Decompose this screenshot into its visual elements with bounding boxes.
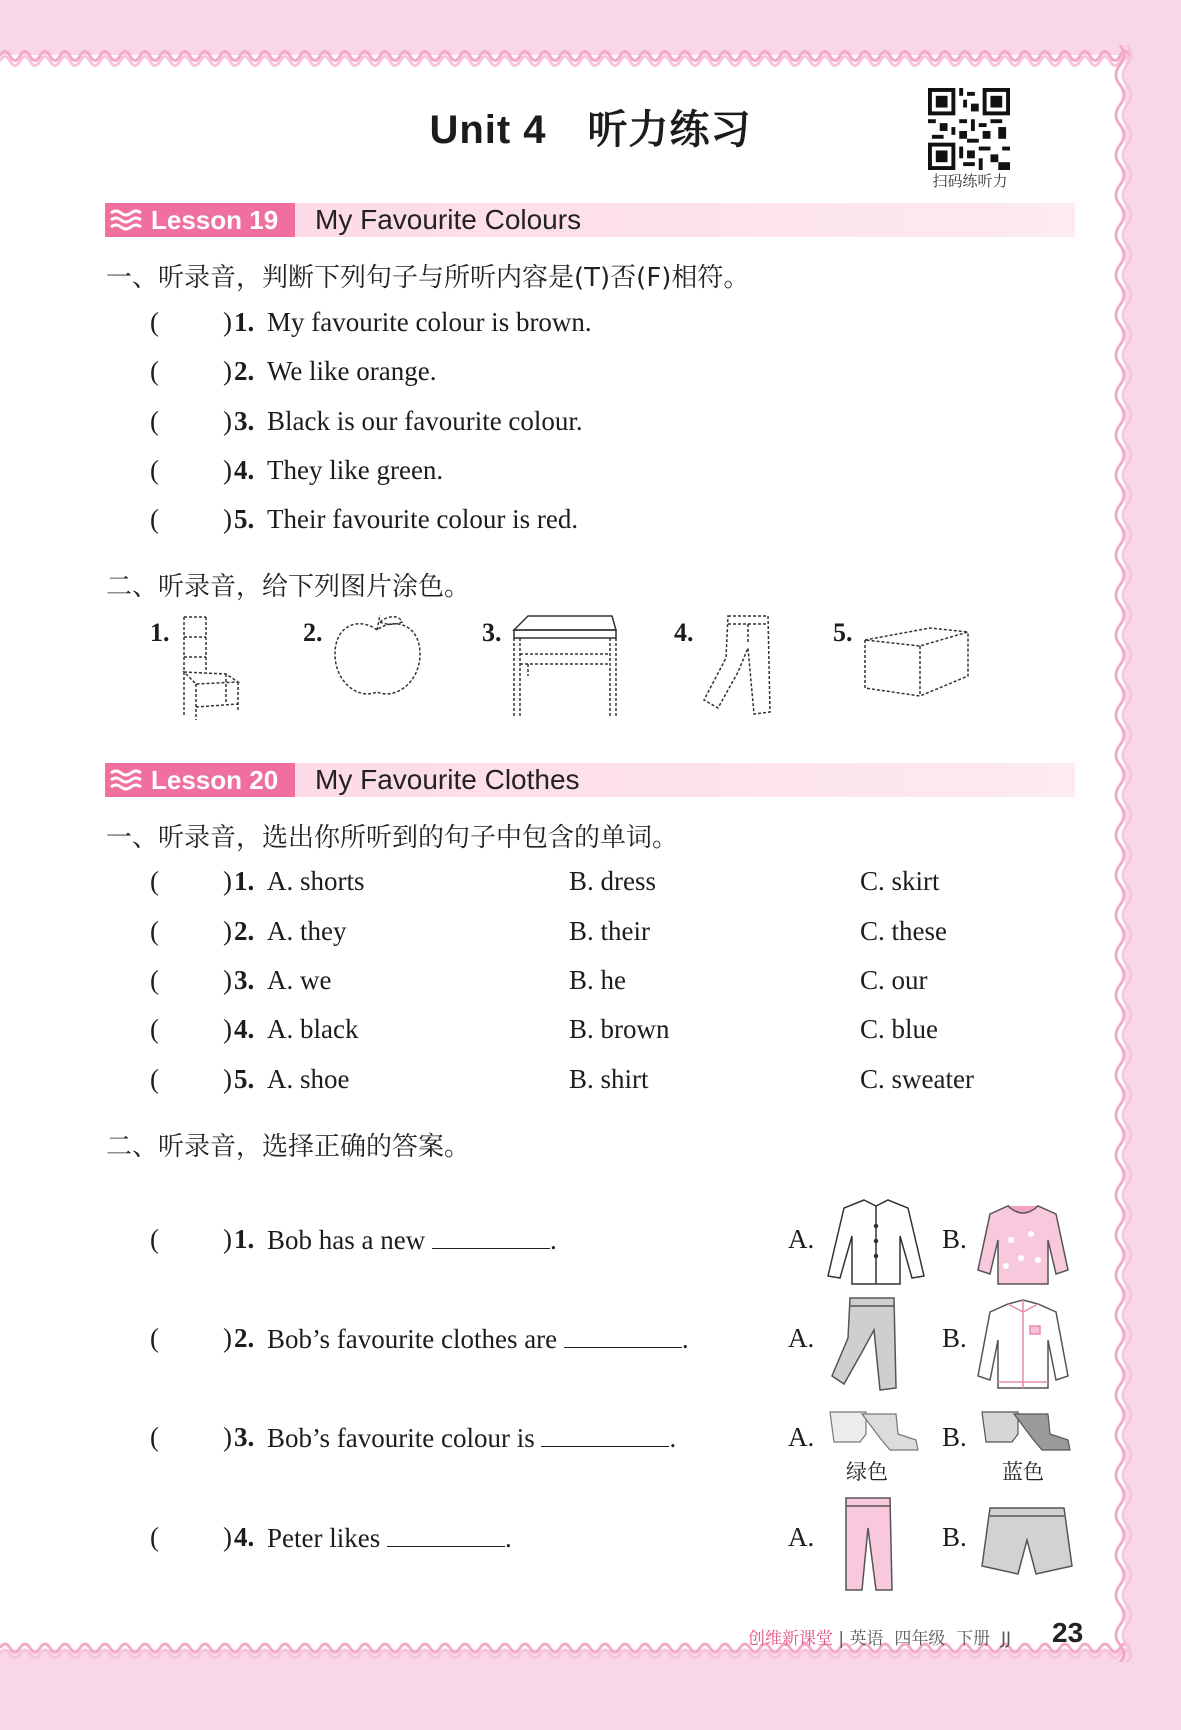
pants-icon[interactable] bbox=[698, 612, 778, 717]
choice-4-b[interactable]: B. brown bbox=[569, 1014, 670, 1044]
footer-volume: 下册 bbox=[956, 1629, 991, 1649]
shorts-icon[interactable] bbox=[980, 1504, 1074, 1578]
answer-blank[interactable] bbox=[541, 1422, 669, 1447]
choice-4-c[interactable]: C. blue bbox=[860, 1014, 938, 1044]
wave-icon bbox=[109, 208, 145, 232]
sweater-icon[interactable] bbox=[976, 1200, 1070, 1288]
q1-option-b[interactable]: B. bbox=[942, 1224, 967, 1254]
jacket-icon[interactable] bbox=[976, 1296, 1070, 1392]
q4-option-a[interactable]: A. bbox=[788, 1522, 815, 1552]
choice-5-b[interactable]: B. shirt bbox=[569, 1064, 649, 1094]
answer-blank[interactable] bbox=[432, 1224, 550, 1249]
chair-icon[interactable] bbox=[176, 612, 246, 722]
footer bbox=[748, 1624, 1011, 1649]
lesson-19-part1-heading: 一、听录音，判断下列句子与所听内容是(T)否(F)相符。 bbox=[106, 263, 750, 293]
q2-option-b[interactable]: B. bbox=[942, 1323, 967, 1353]
q4-option-b[interactable]: B. bbox=[942, 1522, 967, 1552]
choice-5-c[interactable]: C. sweater bbox=[860, 1064, 974, 1094]
apple-icon[interactable] bbox=[330, 612, 425, 702]
lesson-20-header bbox=[105, 763, 1075, 797]
shirt-icon[interactable] bbox=[826, 1196, 926, 1286]
page-number: 23 bbox=[1052, 1617, 1084, 1648]
wave-icon bbox=[109, 768, 145, 792]
lesson-19-title: My Favourite Colours bbox=[315, 204, 582, 235]
qr-code-icon[interactable] bbox=[928, 88, 1010, 170]
socks-icon[interactable] bbox=[826, 1408, 922, 1454]
answer-blank[interactable] bbox=[387, 1522, 505, 1547]
footer-grade: 四年级 bbox=[894, 1629, 946, 1649]
lesson-19-part2-heading: 二、听录音，给下列图片涂色。 bbox=[106, 572, 471, 602]
pants-icon[interactable] bbox=[838, 1494, 898, 1594]
q3-caption-a: 绿色 bbox=[846, 1460, 888, 1484]
choice-3-b[interactable]: B. he bbox=[569, 965, 626, 995]
pants-icon[interactable] bbox=[828, 1294, 908, 1392]
page-title: Unit 4 听力练习 bbox=[429, 108, 752, 152]
choice-1-b[interactable]: B. dress bbox=[569, 866, 656, 896]
lesson-19-header bbox=[105, 203, 1075, 237]
lesson-20-tag bbox=[105, 763, 295, 797]
choice-1-c[interactable]: C. skirt bbox=[860, 866, 940, 896]
picture-3-number: 3. bbox=[482, 618, 502, 647]
q3-caption-b: 蓝色 bbox=[1002, 1460, 1044, 1484]
q1-option-a[interactable]: A. bbox=[788, 1224, 815, 1254]
lesson-20-part1-heading: 一、听录音，选出你所听到的句子中包含的单词。 bbox=[106, 823, 679, 853]
footer-brand: 创维新课堂 bbox=[748, 1629, 833, 1649]
footer-edition: JJ bbox=[1000, 1629, 1012, 1649]
lesson-19-tag bbox=[105, 203, 295, 237]
lesson-20-label: Lesson 20 bbox=[151, 765, 279, 795]
picture-2-number: 2. bbox=[303, 618, 323, 647]
socks-icon[interactable] bbox=[978, 1408, 1074, 1454]
q2-option-a[interactable]: A. bbox=[788, 1323, 815, 1353]
lesson-20-part2-heading: 二、听录音，选择正确的答案。 bbox=[106, 1132, 471, 1162]
picture-1-number: 1. bbox=[150, 618, 170, 647]
q3-option-b[interactable]: B. bbox=[942, 1422, 967, 1452]
choice-3-c[interactable]: C. our bbox=[860, 965, 928, 995]
lesson-19-label: Lesson 19 bbox=[151, 205, 279, 235]
footer-separator: | bbox=[838, 1629, 845, 1649]
picture-4-number: 4. bbox=[674, 618, 694, 647]
lesson-20-title: My Favourite Clothes bbox=[315, 764, 580, 795]
choice-2-c[interactable]: C. these bbox=[860, 916, 947, 946]
footer-subject: 英语 bbox=[849, 1629, 884, 1649]
picture-5-number: 5. bbox=[833, 618, 853, 647]
qr-caption: 扫码练听力 bbox=[932, 172, 1008, 190]
box-icon[interactable] bbox=[860, 618, 970, 698]
choice-2-b[interactable]: B. their bbox=[569, 916, 650, 946]
answer-blank[interactable] bbox=[564, 1323, 682, 1348]
desk-icon[interactable] bbox=[508, 612, 620, 720]
q3-option-a[interactable]: A. bbox=[788, 1422, 815, 1452]
